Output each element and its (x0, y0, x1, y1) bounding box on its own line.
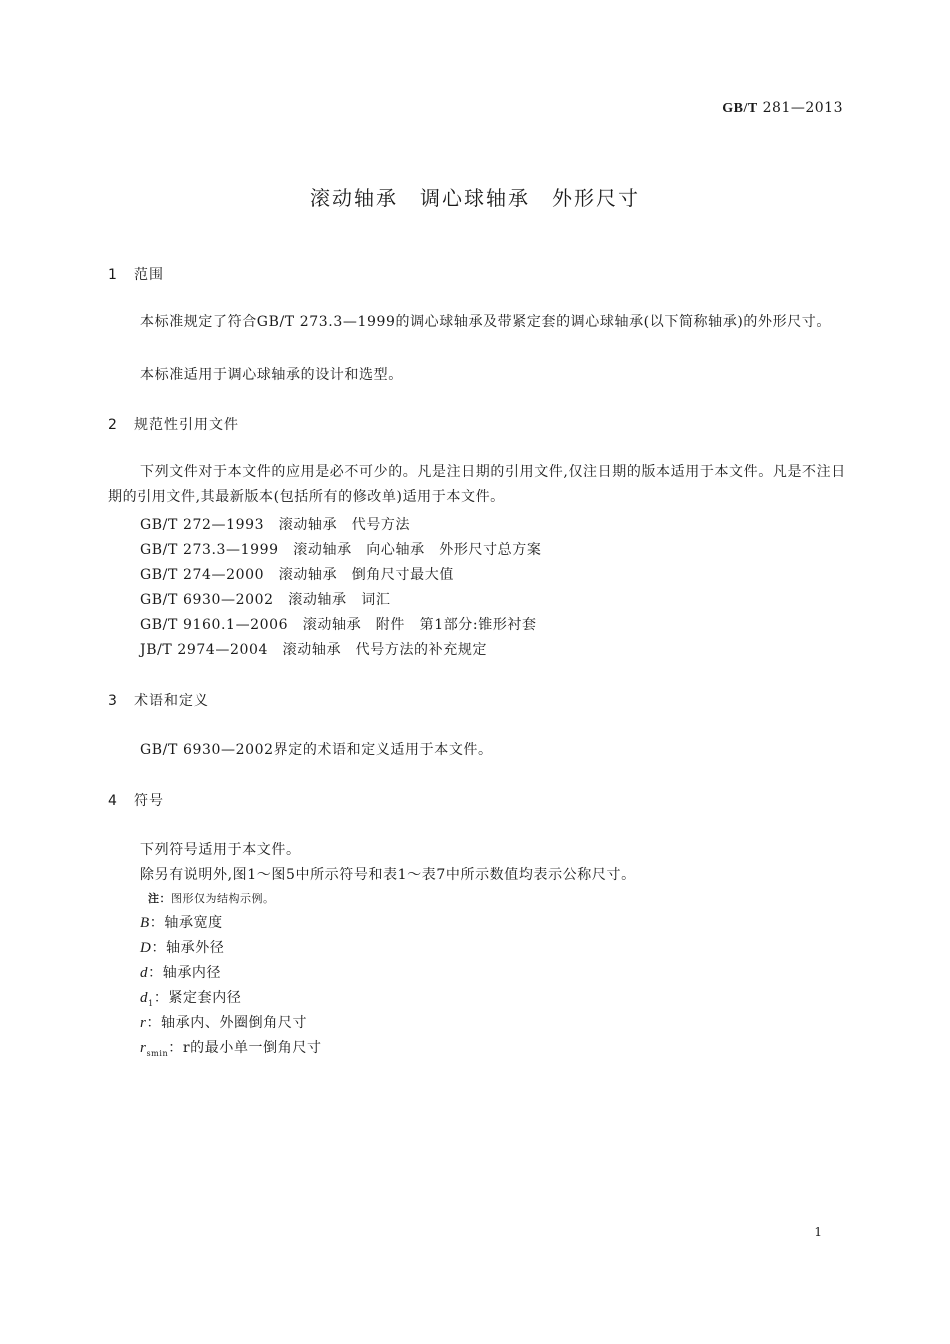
section-number: 4 (108, 793, 118, 809)
reference-item: GB/T 9160.1—2006 滚动轴承 附件 第1部分:锥形衬套 (140, 617, 537, 633)
terms-paragraph: GB/T 6930—2002界定的术语和定义适用于本文件。 (140, 742, 493, 758)
symbols-intro-1: 下列符号适用于本文件。 (140, 842, 301, 858)
symbol: B (140, 915, 150, 931)
scope-paragraph-2: 本标准适用于调心球轴承的设计和选型。 (140, 367, 403, 383)
symbol: r (140, 1040, 147, 1056)
references-intro: 下列文件对于本文件的应用是必不可少的。凡是注日期的引用文件,仅注日期的版本适用于本文件。凡是不注日期的引用文件,其最新版本(包括所有的修改单)适用于本文件。 (108, 464, 846, 505)
symbol-item: r：轴承内、外圈倒角尺寸 (140, 1015, 308, 1031)
reference-item: JB/T 2974—2004 滚动轴承 代号方法的补充规定 (140, 642, 488, 658)
symbol-item: $r_{smin}$：r的最小单一倒角尺寸 (140, 1040, 322, 1058)
symbol-item: B：轴承宽度 (140, 915, 223, 931)
symbol-description: 轴承宽度 (164, 915, 223, 931)
symbol: d (140, 965, 149, 981)
symbol-subscript: smin (146, 1048, 169, 1058)
section-heading-terms (108, 690, 209, 710)
section-heading-references (108, 414, 239, 434)
note-label: 注： (148, 892, 171, 905)
section-number: 3 (108, 693, 118, 709)
document-title: 滚动轴承 调心球轴承 外形尺寸 (310, 186, 640, 210)
scope-paragraph-1: 本标准规定了符合GB/T 273.3—1999的调心球轴承及带紧定套的调心球轴承(以下简称轴承)的外形尺寸。 (140, 314, 832, 330)
standard-prefix: GB/T (722, 101, 758, 116)
reference-item: GB/T 274—2000 滚动轴承 倒角尺寸最大值 (140, 567, 454, 583)
reference-item: GB/T 6930—2002 滚动轴承 词汇 (140, 592, 391, 608)
section-title: 范围 (134, 267, 164, 283)
symbol: r (140, 1015, 147, 1031)
reference-item: GB/T 273.3—1999 滚动轴承 向心轴承 外形尺寸总方案 (140, 542, 542, 558)
section-title: 符号 (134, 793, 164, 809)
reference-item: GB/T 272—1993 滚动轴承 代号方法 (140, 517, 411, 533)
symbol-subscript: 1 (148, 998, 154, 1008)
standard-code: 281—2013 (762, 100, 843, 116)
section-number: 2 (108, 417, 118, 433)
symbol-description: 轴承外径 (166, 940, 225, 956)
symbol-item: d：轴承内径 (140, 965, 222, 981)
symbol-description: 轴承内径 (162, 965, 222, 981)
symbol: d (140, 990, 149, 1006)
symbols-intro-2: 除另有说明外,图1～图5中所示符号和表1～表7中所示数值均表示公称尺寸。 (140, 867, 636, 883)
symbol-description: r的最小单一倒角尺寸 (182, 1040, 322, 1056)
section-number: 1 (108, 267, 118, 283)
symbol: D (140, 940, 152, 956)
standard-number (722, 100, 843, 117)
page-number: 1 (814, 1225, 822, 1239)
section-title: 术语和定义 (134, 693, 209, 709)
symbol-description: 轴承内、外圈倒角尺寸 (161, 1015, 308, 1031)
section-heading-symbols (108, 790, 164, 810)
section-title: 规范性引用文件 (134, 417, 239, 433)
symbol-description: 紧定套内径 (168, 990, 242, 1006)
symbol-item: $d_1$：紧定套内径 (140, 990, 242, 1008)
symbol-item: D：轴承外径 (140, 940, 225, 956)
figure-note (148, 890, 275, 906)
note-text: 图形仅为结构示例。 (171, 892, 275, 905)
section-heading-scope (108, 264, 164, 284)
